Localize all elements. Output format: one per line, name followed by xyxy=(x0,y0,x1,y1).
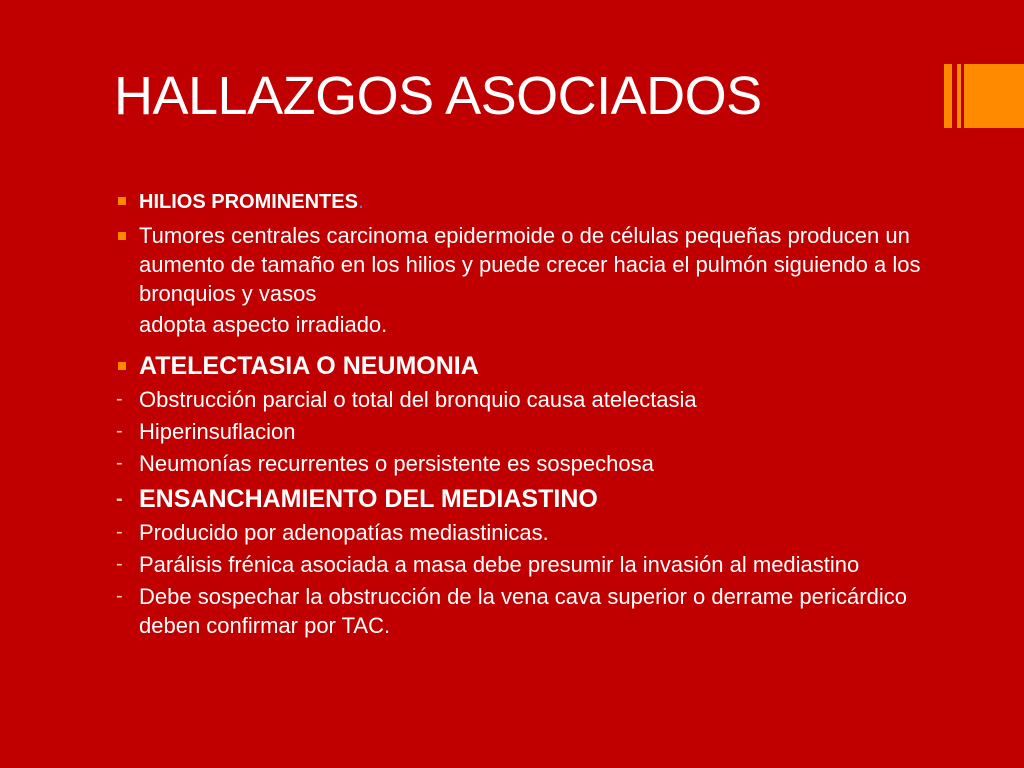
list-item xyxy=(116,417,926,446)
list-item xyxy=(116,449,926,478)
item-text: ENSANCHAMIENTO DEL MEDIASTINO xyxy=(139,485,598,513)
square-bullet-icon xyxy=(118,197,126,205)
item-text: Debe sospechar la obstrucción de la vena cava superior o derrame pericárdico deben confirmar por TAC. xyxy=(139,584,907,638)
item-text: Producido por adenopatías mediastinicas. xyxy=(139,520,549,545)
item-text: Tumores centrales carcinoma epidermoide o de células pequeñas producen un aumento de tamaño en los hilios y puede crecer hacia el pulmón siguiendo a los bronquios y vasos xyxy=(139,223,921,306)
item-text: ATELECTASIA O NEUMONIA xyxy=(139,352,479,380)
item-text-last-line: adopta aspecto irradiado. xyxy=(139,312,388,337)
dash-bullet-icon: - xyxy=(116,452,123,474)
list-item xyxy=(116,550,926,579)
dash-bullet-icon: - xyxy=(116,420,123,442)
list-item xyxy=(116,385,926,414)
list-item xyxy=(116,582,926,640)
square-bullet-icon xyxy=(118,362,126,370)
accent-bar-block xyxy=(964,64,1024,128)
item-text: Parálisis frénica asociada a masa debe presumir la invasión al mediastino xyxy=(139,552,860,577)
accent-bar-thick xyxy=(944,64,952,128)
list-item-heading xyxy=(116,350,926,382)
list-item-heading xyxy=(116,483,926,515)
dash-bullet-icon: - xyxy=(116,388,123,410)
dash-bullet-icon: - xyxy=(116,553,123,575)
slide-title: HALLAZGOS ASOCIADOS xyxy=(114,66,762,126)
item-text: Hiperinsuflacion xyxy=(139,419,296,444)
square-bullet-icon xyxy=(118,232,126,240)
item-text: HILIOS PROMINENTES xyxy=(139,191,358,213)
dash-bullet-icon: - xyxy=(116,585,123,607)
list-item xyxy=(116,186,926,217)
dash-bullet-icon: - xyxy=(116,488,123,510)
item-trailing-dot: . xyxy=(357,188,365,213)
list-item xyxy=(116,518,926,547)
item-text: Obstrucción parcial o total del bronquio causa atelectasia xyxy=(139,387,697,412)
item-text: Neumonías recurrentes o persistente es sospechosa xyxy=(139,451,654,476)
accent-bar-thin xyxy=(957,64,961,128)
bullet-list xyxy=(116,186,926,640)
dash-bullet-icon: - xyxy=(116,521,123,543)
list-item xyxy=(116,221,926,342)
